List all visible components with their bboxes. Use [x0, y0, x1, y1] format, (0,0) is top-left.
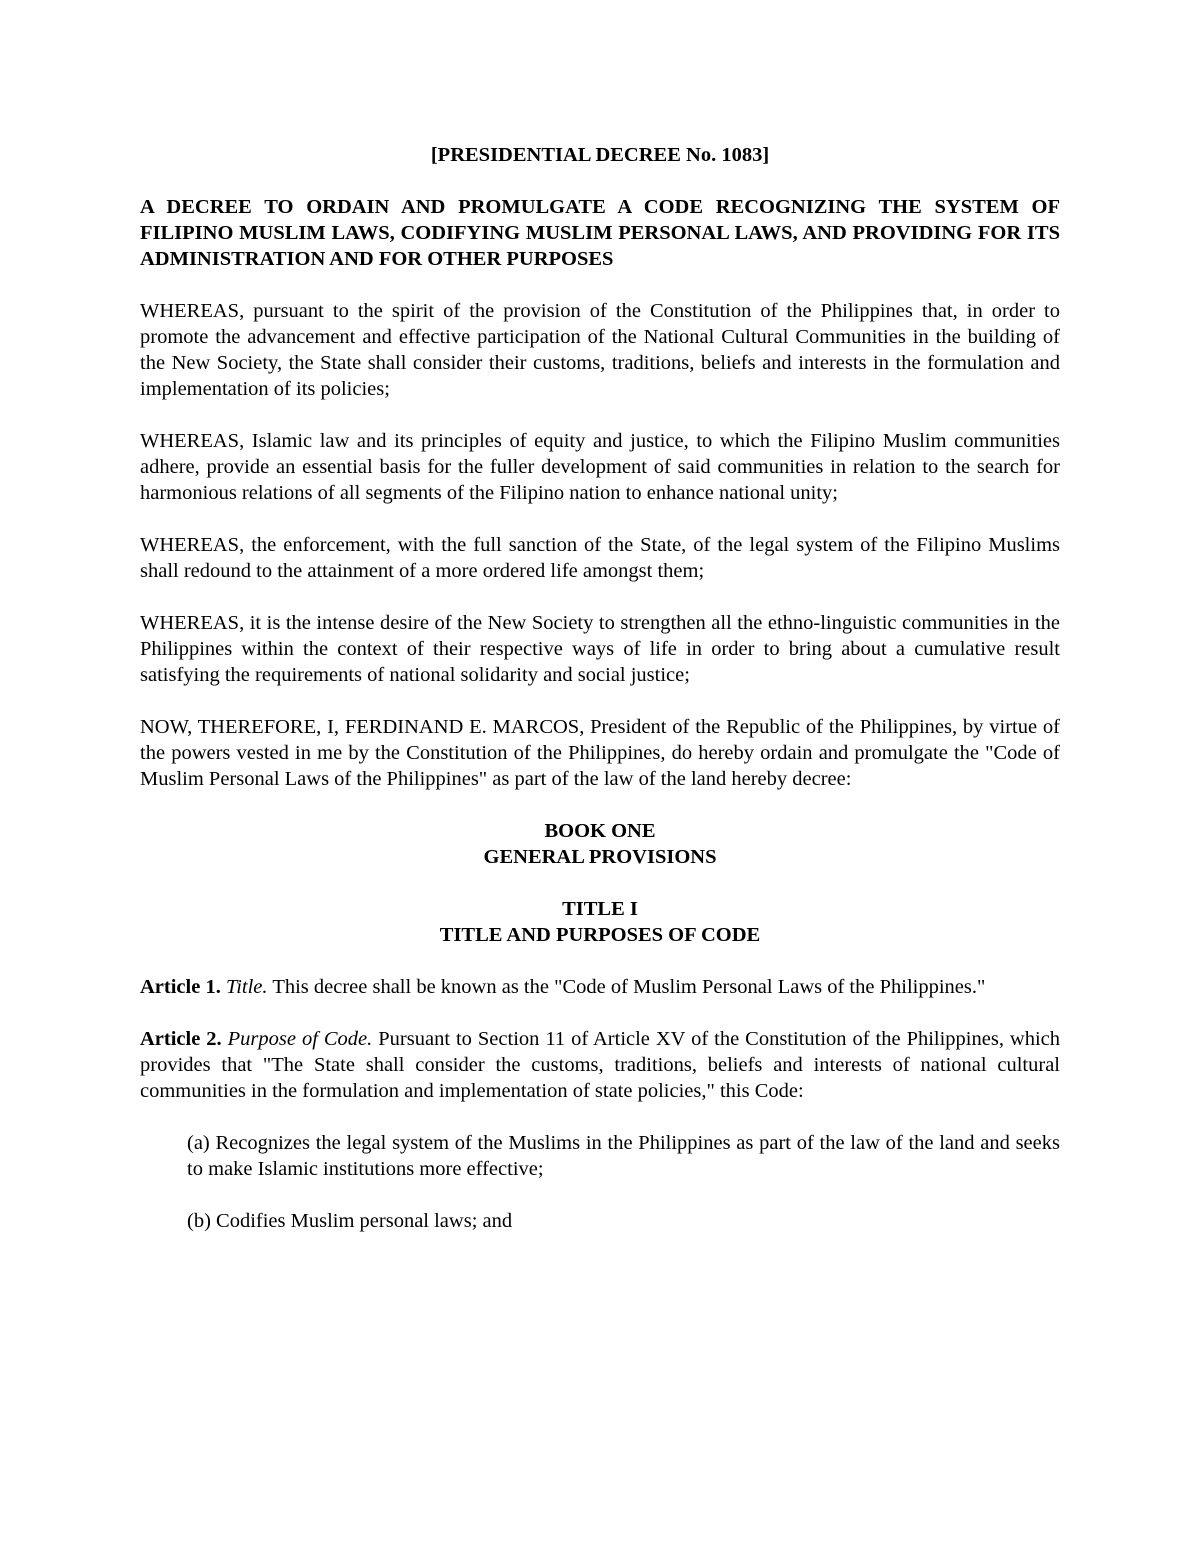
- therefore-clause: NOW, THEREFORE, I, FERDINAND E. MARCOS, President of the Republic of the Philippines, by virtue of the powers vested in me by the Constitution of the Philippines, do hereby ordain and promulgate the "Code of Muslim Personal Laws of the Philippines" as part of the law of the land hereby decree:: [140, 716, 1060, 790]
- article-1-caption: Title.: [225, 976, 268, 998]
- document-page: [140, 142, 1060, 1260]
- whereas-clause-2: WHEREAS, Islamic law and its principles of equity and justice, to which the Filipino Muslim communities adhere, provide an essential basis for the fuller development of said communities in relation to the search for harmonious relations of all segments of the Filipino nation to enhance national unity;: [140, 430, 1060, 504]
- article-1: [140, 974, 1060, 1000]
- whereas-clause-3: WHEREAS, the enforcement, with the full sanction of the State, of the legal system of the Filipino Muslims shall redound to the attainment of a more ordered life amongst them;: [140, 534, 1060, 582]
- article-2-item-a: (a) Recognizes the legal system of the Muslims in the Philippines as part of the law of the land and seeks to make Islamic institutions more effective;: [187, 1132, 1060, 1180]
- title-heading: [140, 896, 1060, 948]
- decree-heading: A DECREE TO ORDAIN AND PROMULGATE A CODE RECOGNIZING THE SYSTEM OF FILIPINO MUSLIM LAWS, CODIFYING MUSLIM PERSONAL LAWS, AND PROVIDING FOR ITS ADMINISTRATION AND FOR OTHER PURPOSES: [140, 196, 1060, 270]
- article-2: [140, 1026, 1060, 1104]
- article-1-text: This decree shall be known as the "Code of Muslim Personal Laws of the Philippines.": [272, 976, 986, 998]
- book-number: BOOK ONE: [544, 820, 656, 842]
- article-2-caption: Purpose of Code.: [227, 1028, 373, 1050]
- whereas-clause-1: WHEREAS, pursuant to the spirit of the provision of the Constitution of the Philippines that, in order to promote the advancement and effective participation of the National Cultural Communities in the building of the New Society, the State shall consider their customs, traditions, beliefs and interests in the formulation and implementation of its policies;: [140, 300, 1060, 400]
- title-number: TITLE I: [562, 898, 638, 920]
- article-2-item-b: (b) Codifies Muslim personal laws; and: [187, 1210, 513, 1232]
- title-name: TITLE AND PURPOSES OF CODE: [439, 924, 761, 946]
- book-heading: [140, 818, 1060, 870]
- article-1-label: Article 1.: [140, 976, 221, 998]
- book-name: GENERAL PROVISIONS: [483, 846, 717, 868]
- article-2-label: Article 2.: [140, 1028, 222, 1050]
- whereas-clause-4: WHEREAS, it is the intense desire of the New Society to strengthen all the ethno-linguistic communities in the Philippines within the context of their respective ways of life in order to bring about a cumulative result satisfying the requirements of national solidarity and social justice;: [140, 612, 1060, 686]
- decree-number: [PRESIDENTIAL DECREE No. 1083]: [430, 144, 770, 166]
- article-2-text: Pursuant to Section 11 of Article XV of the Constitution of the Philippines, which provides that "The State shall consider the customs, traditions, beliefs and interests of national cultural communities in the formulation and implementation of state policies," this Code:: [140, 1028, 1061, 1102]
